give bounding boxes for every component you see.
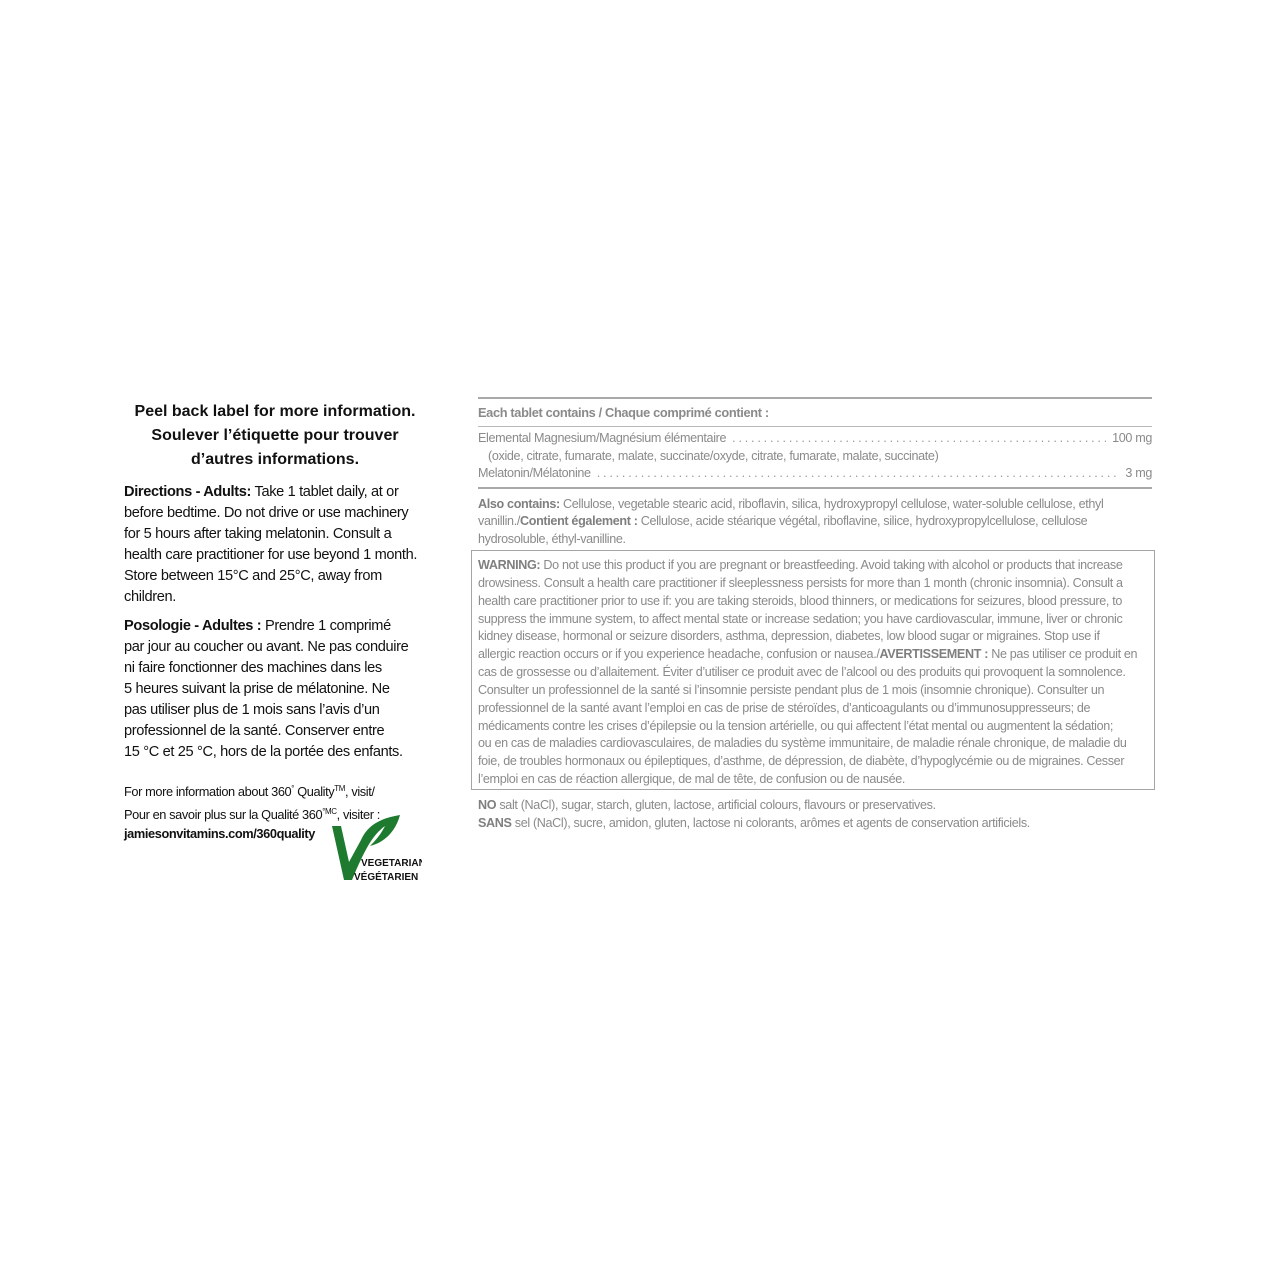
- directions-text: children.: [124, 589, 177, 605]
- ingredient-row: [478, 430, 1152, 448]
- peel-back-notice: [126, 400, 424, 472]
- directions-text: before bedtime. Do not drive or use machinery: [124, 505, 409, 521]
- warning-text: foie, de troubles hormonaux ou épileptiques, d’asthme, de dépression, de diabète, d’hypoglycémie ou de migraines. Cesser: [478, 754, 1125, 769]
- posologie-text: ni faire fonctionner des machines dans les: [124, 660, 382, 676]
- degree-mark: °: [291, 784, 295, 793]
- ingredient-name: Elemental Magnesium/Magnésium élémentaire: [478, 431, 727, 445]
- warning-box: [471, 550, 1155, 790]
- free-from-text: salt (NaCl), sugar, starch, gluten, lactose, artificial colours, flavours or preservatives.: [496, 798, 936, 812]
- peel-line: Peel back label for more information.: [134, 403, 416, 420]
- posologie-text: par jour au coucher ou avant. Ne pas conduire: [124, 639, 409, 655]
- ingredients-header: Each tablet contains / Chaque comprimé contient :: [478, 405, 769, 420]
- warning-text: cas de grossesse ou d’allaitement. Éviter d’utiliser ce produit avec de l’alcool ou des produits qui provoquent la somnolence.: [478, 665, 1126, 680]
- posologie-text: professionnel de la santé. Conserver entre: [124, 723, 385, 739]
- directions-text: health care practitioner for use beyond 1 month.: [124, 547, 418, 563]
- vegetarian-badge: [330, 812, 422, 884]
- free-from: [478, 796, 1030, 832]
- trademark-mark: TM: [334, 784, 346, 793]
- posologie-heading: Posologie - Adultes :: [124, 618, 262, 634]
- sans-label: SANS: [478, 816, 512, 830]
- no-label: NO: [478, 798, 497, 812]
- warning-label: WARNING:: [478, 558, 541, 572]
- also-contains-text: vanillin./: [478, 514, 520, 529]
- ingredient-name: Melatonin/Mélatonine: [478, 466, 591, 480]
- vegetarian-leaf-icon: [330, 812, 422, 884]
- posologie-text: pas utiliser plus de 1 mois sans l’avis d’un: [124, 702, 380, 718]
- also-contains-text: Cellulose, acide stéarique végétal, riboflavine, silice, hydroxypropylcellulose, cellulose: [637, 514, 1088, 529]
- warning-text: l’emploi en cas de réaction allergique, de mal de tête, de confusion ou de nausée.: [478, 772, 906, 787]
- directions-english: [124, 482, 424, 608]
- more-info-text: For more information about 360: [124, 784, 292, 799]
- directions-text: for 5 hours after taking melatonin. Consult a: [124, 526, 392, 542]
- trademark-mark: °MC: [322, 806, 337, 816]
- warning-text: allergic reaction occurs or if you experience headache, confusion or nausea./: [478, 647, 880, 662]
- dot-leader: [732, 430, 1106, 448]
- posologie-text: 15 °C et 25 °C, hors de la portée des enfants.: [124, 744, 403, 760]
- more-info-text: Pour en savoir plus sur la Qualité 360: [124, 806, 323, 822]
- left-column: [124, 400, 424, 844]
- ingredient-row: [478, 465, 1152, 483]
- ingredient-sources: (oxide, citrate, fumarate, malate, succinate/oxyde, citrate, fumarate, malate, succinate): [488, 448, 939, 463]
- warning-text: ou en cas de maladies cardiovasculaires, de maladies du système immunitaire, de maladie rénale chronique, de maladie du: [478, 736, 1127, 751]
- ingredient-amount: 3 mg: [1125, 466, 1152, 480]
- warning-text: drowsiness. Consult a health care practitioner if sleeplessness persists for more than 1 month (chronic insomnia). Consult a: [478, 575, 1123, 590]
- also-contains-text: hydrosoluble, éthyl-vanilline.: [478, 532, 626, 547]
- warning-text: kidney disease, hormonal or seizure disorders, asthma, depression, diabetes, low blood sugar or migraines. Stop use if: [478, 629, 1100, 644]
- also-contains: [478, 496, 1152, 549]
- warning-text: Ne pas utiliser ce produit en: [988, 647, 1138, 662]
- posologie-text: 5 heures suivant la prise de mélatonine. Ne: [124, 681, 390, 697]
- dot-leader: [597, 465, 1120, 483]
- badge-line: VEGETARIAN: [361, 858, 422, 869]
- more-info-text: , visiter :: [336, 806, 380, 822]
- peel-line: Soulever l’étiquette pour trouver: [151, 427, 399, 444]
- directions-heading: Directions - Adults:: [124, 484, 252, 500]
- ingredient-list: [478, 427, 1152, 483]
- contient-label: Contient également :: [520, 514, 638, 529]
- also-contains-label: Also contains:: [478, 496, 560, 511]
- directions-text: Store between 15°C and 25°C, away from: [124, 568, 382, 584]
- warning-text: Consulter un professionnel de la santé si l’insomnie persiste pendant plus de 1 mois (insomnie chronique). Consulter un: [478, 682, 1105, 697]
- directions-text: Take 1 tablet daily, at or: [251, 484, 399, 500]
- warning-text: health care practitioner prior to use if: you are taking steroids, blood thinners, or medications for seizures, blood pressure, to: [478, 593, 1123, 608]
- supplement-facts: [478, 397, 1152, 549]
- avertissement-label: AVERTISSEMENT :: [879, 647, 989, 662]
- badge-line: VÉGÉTARIEN: [354, 872, 419, 883]
- also-contains-text: Cellulose, vegetable stearic acid, riboflavin, silica, hydroxypropyl cellulose, water-soluble cellulose, ethyl: [559, 496, 1104, 511]
- divider: [478, 487, 1152, 489]
- peel-line: d’autres informations.: [190, 451, 360, 468]
- quality-url[interactable]: jamiesonvitamins.com/360quality: [124, 826, 316, 841]
- warning-text: suppress the immune system, to affect mental state or increase sedation; you have cardiovascular, immune, liver or chronic: [478, 611, 1123, 626]
- warning-text: médicaments contre les crises d’épilepsie ou la tension artérielle, ou qui affectent l’état mental ou augmentent la sédation;: [478, 718, 1114, 733]
- more-info-text: Quality: [294, 784, 335, 799]
- directions-french: [124, 616, 424, 763]
- ingredient-amount: 100 mg: [1112, 431, 1152, 445]
- more-info-text: , visit/: [345, 784, 375, 799]
- warning-text: professionnel de la santé avant l’emploi en cas de prise de stéroïdes, d’anticoagulants ou d’immunosuppresseurs; de: [478, 700, 1091, 715]
- free-from-text: sel (NaCl), sucre, amidon, gluten, lactose ni colorants, arômes et agents de conservation artificiels.: [511, 816, 1030, 830]
- posologie-text: Prendre 1 comprimé: [261, 618, 391, 634]
- warning-text: Do not use this product if you are pregnant or breastfeeding. Avoid taking with alcohol or products that increase: [540, 558, 1123, 572]
